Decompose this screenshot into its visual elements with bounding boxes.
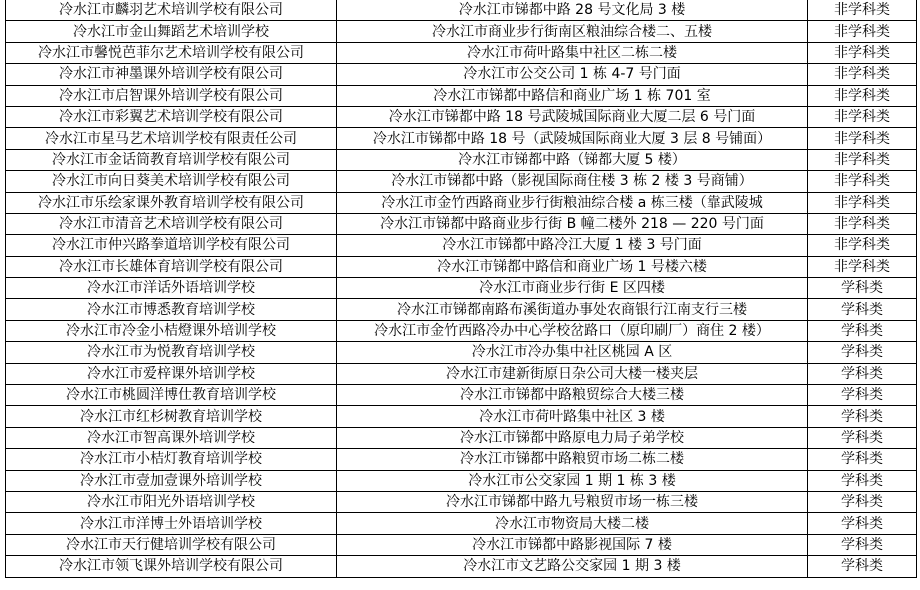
school-name-cell: 冷水江市清音艺术培训学校有限公司 — [6, 213, 337, 234]
address-cell: 冷水江市锑都中路 18 号（武陵城国际商业大厦 3 层 8 号铺面） — [337, 128, 808, 149]
address-cell: 冷水江市锑都中路影视国际 7 楼 — [337, 534, 808, 555]
category-cell: 非学科类 — [808, 171, 917, 192]
address-cell: 冷水江市荷叶路集中社区二栋二楼 — [337, 42, 808, 63]
table-row — [6, 128, 917, 149]
table-row — [6, 42, 917, 63]
school-name-cell: 冷水江市洋话外语培训学校 — [6, 278, 337, 299]
address-cell: 冷水江市锑都中路粮贸综合大楼三楼 — [337, 385, 808, 406]
school-name-cell: 冷水江市洋博士外语培训学校 — [6, 513, 337, 534]
category-cell: 学科类 — [808, 534, 917, 555]
category-cell: 学科类 — [808, 513, 917, 534]
table-row — [6, 385, 917, 406]
address-cell: 冷水江市锑都中路（影视国际商住楼 3 栋 2 楼 3 号商铺） — [337, 171, 808, 192]
address-cell: 冷水江市锑都中路原电力局子弟学校 — [337, 427, 808, 448]
category-cell: 非学科类 — [808, 192, 917, 213]
category-cell: 学科类 — [808, 363, 917, 384]
school-name-cell: 冷水江市博悉教育培训学校 — [6, 299, 337, 320]
address-cell: 冷水江市锑都中路商业步行街 B 幢二楼外 218 — 220 号门面 — [337, 213, 808, 234]
table-row — [6, 64, 917, 85]
school-name-cell: 冷水江市麟羽艺术培训学校有限公司 — [6, 0, 337, 21]
table-row — [6, 491, 917, 512]
school-name-cell: 冷水江市馨悦芭菲尔艺术培训学校有限公司 — [6, 42, 337, 63]
table-row — [6, 235, 917, 256]
school-name-cell: 冷水江市金山舞蹈艺术培训学校 — [6, 21, 337, 42]
school-name-cell: 冷水江市启智课外培训学校有限公司 — [6, 85, 337, 106]
address-cell: 冷水江市商业步行街 E 区四楼 — [337, 278, 808, 299]
category-cell: 非学科类 — [808, 106, 917, 127]
table-row — [6, 556, 917, 577]
address-cell: 冷水江市荷叶路集中社区 3 楼 — [337, 406, 808, 427]
address-cell: 冷水江市锑都中路信和商业广场 1 号楼六楼 — [337, 256, 808, 277]
table-row — [6, 278, 917, 299]
table-row — [6, 406, 917, 427]
table-row — [6, 171, 917, 192]
table-row — [6, 299, 917, 320]
table-row — [6, 427, 917, 448]
school-name-cell: 冷水江市神墨课外培训学校有限公司 — [6, 64, 337, 85]
school-name-cell: 冷水江市星马艺术培训学校有限责任公司 — [6, 128, 337, 149]
table-row — [6, 213, 917, 234]
category-cell: 非学科类 — [808, 64, 917, 85]
school-name-cell: 冷水江市智高课外培训学校 — [6, 427, 337, 448]
table-row — [6, 320, 917, 341]
address-cell: 冷水江市公交公司 1 栋 4-7 号门面 — [337, 64, 808, 85]
table-row — [6, 449, 917, 470]
address-cell: 冷水江市锑都南路布溪街道办事处农商银行江南支行三楼 — [337, 299, 808, 320]
address-cell: 冷水江市锑都中路冷江大厦 1 楼 3 号门面 — [337, 235, 808, 256]
category-cell: 非学科类 — [808, 213, 917, 234]
category-cell: 学科类 — [808, 470, 917, 491]
address-cell: 冷水江市商业步行街南区粮油综合楼二、五楼 — [337, 21, 808, 42]
category-cell: 学科类 — [808, 320, 917, 341]
school-name-cell: 冷水江市冷金小桔燈课外培训学校 — [6, 320, 337, 341]
school-name-cell: 冷水江市长雄体育培训学校有限公司 — [6, 256, 337, 277]
category-cell: 学科类 — [808, 427, 917, 448]
table-row — [6, 470, 917, 491]
school-table-body — [6, 0, 917, 577]
category-cell: 非学科类 — [808, 149, 917, 170]
school-table — [5, 0, 917, 578]
category-cell: 学科类 — [808, 449, 917, 470]
table-row — [6, 0, 917, 21]
address-cell: 冷水江市金竹西路商业步行街粮油综合楼 a 栋三楼（靠武陵城 — [337, 192, 808, 213]
table-row — [6, 363, 917, 384]
address-cell: 冷水江市文艺路公交家园 1 期 3 楼 — [337, 556, 808, 577]
address-cell: 冷水江市建新街原日杂公司大楼一楼夹层 — [337, 363, 808, 384]
address-cell: 冷水江市锑都中路 28 号文化局 3 楼 — [337, 0, 808, 21]
table-row — [6, 342, 917, 363]
category-cell: 非学科类 — [808, 256, 917, 277]
school-name-cell: 冷水江市为悦教育培训学校 — [6, 342, 337, 363]
address-cell: 冷水江市公交家园 1 期 1 栋 3 楼 — [337, 470, 808, 491]
school-name-cell: 冷水江市阳光外语培训学校 — [6, 491, 337, 512]
category-cell: 学科类 — [808, 299, 917, 320]
category-cell: 非学科类 — [808, 128, 917, 149]
school-name-cell: 冷水江市桃圆洋博仕教育培训学校 — [6, 385, 337, 406]
table-row — [6, 106, 917, 127]
address-cell: 冷水江市锑都中路（锑都大厦 5 楼） — [337, 149, 808, 170]
school-name-cell: 冷水江市仲兴路拳道培训学校有限公司 — [6, 235, 337, 256]
address-cell: 冷水江市冷办集中社区桃园 A 区 — [337, 342, 808, 363]
school-name-cell: 冷水江市壹加壹课外培训学校 — [6, 470, 337, 491]
category-cell: 学科类 — [808, 491, 917, 512]
category-cell: 学科类 — [808, 406, 917, 427]
category-cell: 学科类 — [808, 278, 917, 299]
table-row — [6, 513, 917, 534]
table-row — [6, 256, 917, 277]
address-cell: 冷水江市锑都中路 18 号武陵城国际商业大厦二层 6 号门面 — [337, 106, 808, 127]
category-cell: 非学科类 — [808, 0, 917, 21]
category-cell: 非学科类 — [808, 235, 917, 256]
table-row — [6, 149, 917, 170]
category-cell: 非学科类 — [808, 85, 917, 106]
school-name-cell: 冷水江市天行健培训学校有限公司 — [6, 534, 337, 555]
school-name-cell: 冷水江市乐绘家课外教育培训学校有限公司 — [6, 192, 337, 213]
category-cell: 非学科类 — [808, 21, 917, 42]
school-name-cell: 冷水江市彩翼艺术培训学校有限公司 — [6, 106, 337, 127]
table-row — [6, 534, 917, 555]
school-name-cell: 冷水江市向日葵美术培训学校有限公司 — [6, 171, 337, 192]
address-cell: 冷水江市锑都中路九号粮贸市场一栋三楼 — [337, 491, 808, 512]
table-row — [6, 21, 917, 42]
address-cell: 冷水江市锑都中路粮贸市场二栋二楼 — [337, 449, 808, 470]
address-cell: 冷水江市金竹西路冷办中心学校岔路口（原印刷厂）商住 2 楼） — [337, 320, 808, 341]
table-row — [6, 85, 917, 106]
category-cell: 学科类 — [808, 385, 917, 406]
school-name-cell: 冷水江市爱梓课外培训学校 — [6, 363, 337, 384]
category-cell: 非学科类 — [808, 42, 917, 63]
category-cell: 学科类 — [808, 342, 917, 363]
address-cell: 冷水江市锑都中路信和商业广场 1 栋 701 室 — [337, 85, 808, 106]
school-name-cell: 冷水江市领飞课外培训学校有限公司 — [6, 556, 337, 577]
school-name-cell: 冷水江市小桔灯教育培训学校 — [6, 449, 337, 470]
school-name-cell: 冷水江市金话筒教育培训学校有限公司 — [6, 149, 337, 170]
table-row — [6, 192, 917, 213]
category-cell: 学科类 — [808, 556, 917, 577]
school-name-cell: 冷水江市红杉树教育培训学校 — [6, 406, 337, 427]
address-cell: 冷水江市物资局大楼二楼 — [337, 513, 808, 534]
